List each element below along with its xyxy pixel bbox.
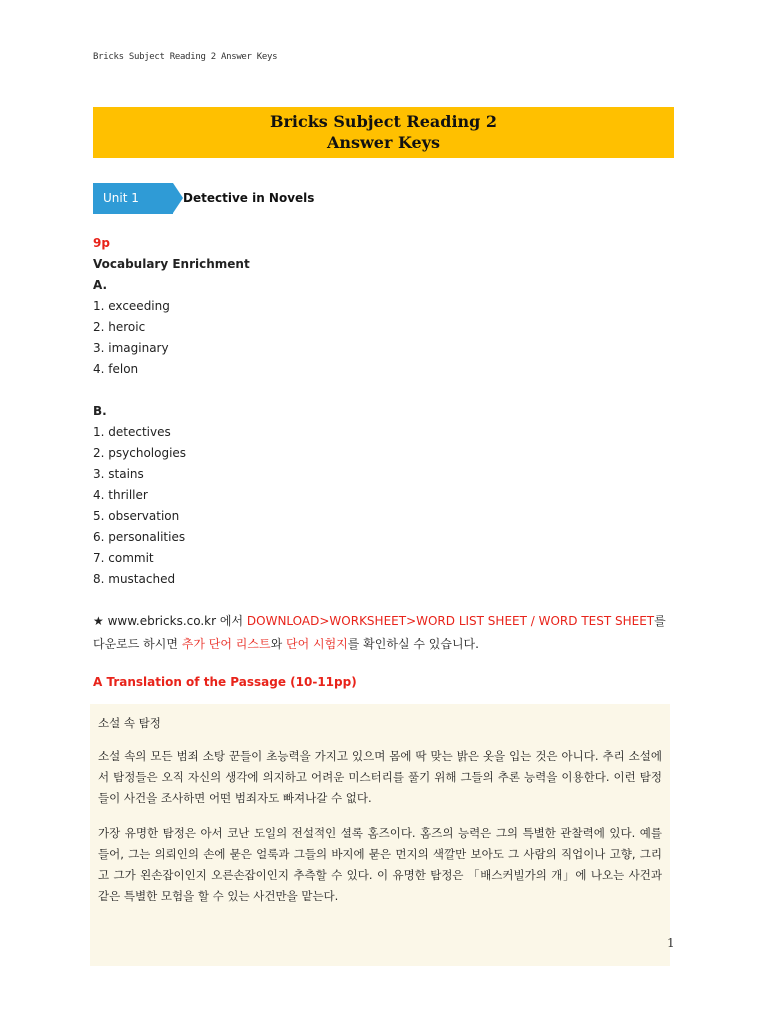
list-item: 4. felon: [93, 362, 139, 376]
translation-title: 소설 속 탐정: [98, 716, 161, 730]
list-item: 3. stains: [93, 467, 144, 481]
website-link[interactable]: www.ebricks.co.kr: [107, 614, 217, 628]
page-reference: 9p: [93, 236, 110, 250]
translation-box: [90, 704, 670, 966]
list-item: 2. heroic: [93, 320, 146, 334]
translation-paragraph: 소설 속의 모든 범죄 소탕 꾼들이 초능력을 가지고 있으며 몸에 딱 맞는 밝은 옷을 입는 것은 아니다. 추리 소설에서 탐정들은 오직 자신의 생각에 의지하고 어려운 미스터리를 풀기 위해 그들의 추론 능력을 이용한다. 이런 탐정들이 사건을 조사하면 어떤 범죄자도 빠져나갈 수 없다.: [98, 749, 662, 805]
list-item: 8. mustached: [93, 572, 176, 586]
list-item: 7. commit: [93, 551, 154, 565]
page-number: 1: [667, 936, 675, 950]
list-item: 5. observation: [93, 509, 180, 523]
download-path: DOWNLOAD>WORKSHEET>WORD LIST SHEET / WORD TEST SHEET: [246, 614, 655, 628]
part-b-label: B.: [93, 404, 107, 418]
title-box: [93, 107, 674, 158]
translation-heading: A Translation of the Passage (10-11pp): [93, 675, 357, 689]
unit-title: Detective in Novels: [183, 191, 315, 205]
list-item: 1. exceeding: [93, 299, 170, 313]
answer-content: [93, 233, 683, 657]
highlight-word-list: 추가 단어 리스트: [181, 637, 271, 651]
document-title: Bricks Subject Reading 2: [269, 112, 498, 131]
translation-paragraph: 가장 유명한 탐정은 아서 코난 도일의 전설적인 셜록 홈즈이다. 홈즈의 능력은 그의 특별한 관찰력에 있다. 예를 들어, 그는 의뢰인의 손에 묻은 얼룩과 그들의 바지에 묻은 먼지의 색깔만 보아도 그 사람의 직업이나 고향, 그리고 그가 왼손잡이인지 오른손잡이인지 추측할 수 있다. 이 유명한 탐정은 「배스커빌가의 개」에 나오는 사건과 같은 특별한 모험을 할 수 있는 사건만을 맡는다.: [98, 826, 662, 903]
download-note-line-1: ★ www.ebricks.co.kr 에서 DOWNLOAD>WORKSHEET>WORD LIST SHEET / WORD TEST SHEET를: [93, 614, 666, 628]
highlight-word-test: 단어 시험지: [285, 637, 348, 651]
list-item: 4. thriller: [93, 488, 148, 502]
part-a-label: A.: [93, 278, 108, 292]
unit-badge: Unit 1: [93, 183, 173, 214]
running-header: Bricks Subject Reading 2 Answer Keys: [93, 52, 278, 62]
list-item: 3. imaginary: [93, 341, 169, 355]
document-subtitle: Answer Keys: [326, 133, 441, 152]
section-title: Vocabulary Enrichment: [93, 257, 250, 271]
list-item: 2. psychologies: [93, 446, 187, 460]
star-icon: ★: [93, 614, 104, 628]
download-note-line-2: 다운로드 하시면 추가 단어 리스트와 단어 시험지를 확인하실 수 있습니다.: [93, 637, 479, 651]
list-item: 1. detectives: [93, 425, 171, 439]
list-item: 6. personalities: [93, 530, 186, 544]
